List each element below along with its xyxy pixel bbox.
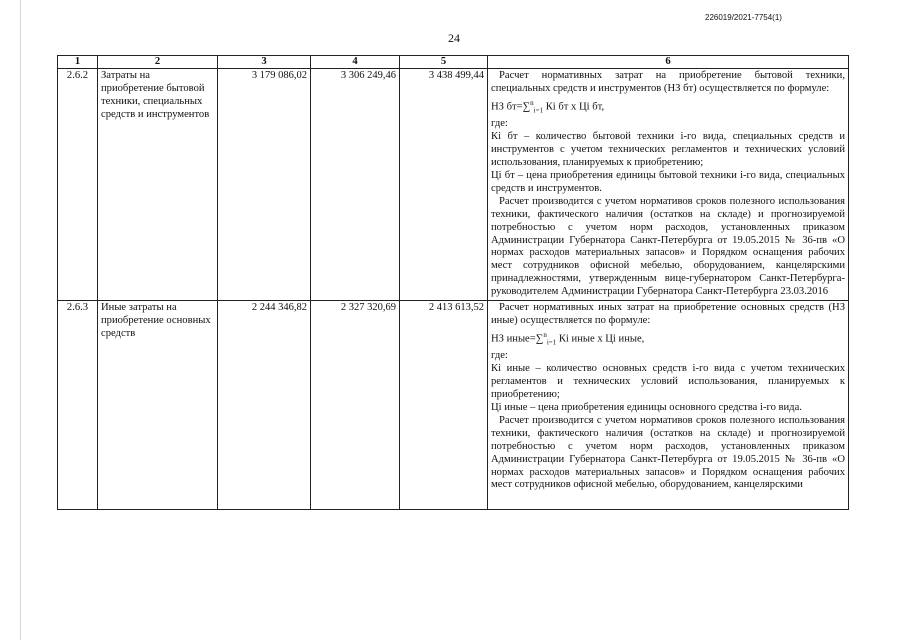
cost-table — [57, 55, 849, 510]
sum-upper: n — [530, 98, 534, 107]
header-cell: 2 — [98, 56, 218, 69]
header-cell: 3 — [218, 56, 311, 69]
formula-right: Кi бт х Цi бт, — [543, 101, 605, 113]
header-cell: 4 — [311, 56, 400, 69]
desc-where: где: — [491, 350, 508, 362]
desc-definition-k: Кi бт – количество бытовой техники i-го вида, специальных средств и инструментов с учетом технических регламентов и технических условий использования, планируемых к приобретению; — [491, 131, 845, 169]
row-code: 2.6.2 — [58, 69, 98, 301]
table-row — [58, 69, 849, 301]
desc-definition-k: Кi иные – количество основных средств i-го вида с учетом технических регламентов и технических условий использования, планируемых к приобретению; — [491, 363, 845, 401]
sum-lower: i=1 — [533, 106, 544, 115]
page-number: 24 — [448, 31, 460, 45]
row-name: Затраты на приобретение бытовой техники, специальных средств и инструментов — [98, 69, 218, 301]
formula-right: Кi иные х Цi иные, — [556, 333, 645, 345]
row-value-3: 3 438 499,44 — [400, 69, 488, 301]
desc-where: где: — [491, 118, 508, 130]
formula-left: НЗ бт= — [491, 101, 523, 113]
desc-definition-c: Цi иные – цена приобретения единицы основного средства i-го вида. — [491, 402, 802, 414]
header-cell: 6 — [488, 56, 849, 69]
sum-symbol: ∑ — [535, 333, 544, 345]
desc-intro: Расчет нормативных затрат на приобретение бытовой техники, специальных средств и инструментов (НЗ бт) осуществляется по формуле: — [491, 70, 845, 94]
header-cell: 5 — [400, 56, 488, 69]
row-value-3: 2 413 613,52 — [400, 301, 488, 510]
row-value-1: 2 244 346,82 — [218, 301, 311, 510]
sum-upper: n — [543, 330, 547, 339]
header-cell: 1 — [58, 56, 98, 69]
page-edge-line — [20, 0, 21, 640]
row-value-2: 3 306 249,46 — [311, 69, 400, 301]
desc-definition-c: Цi бт – цена приобретения единицы бытовой техники i-го вида, специальных средств и инструментов. — [491, 169, 845, 194]
row-value-2: 2 327 320,69 — [311, 301, 400, 510]
formula — [491, 329, 845, 350]
sum-symbol: ∑ — [522, 101, 531, 113]
document-id: 226019/2021-7754(1) — [705, 13, 782, 22]
row-description — [488, 69, 849, 301]
row-value-1: 3 179 086,02 — [218, 69, 311, 301]
desc-intro: Расчет нормативных иных затрат на приобретение основных средств (НЗ иные) осуществляется по формуле: — [491, 302, 845, 326]
row-code: 2.6.3 — [58, 301, 98, 510]
desc-calculation-basis: Расчет производится с учетом нормативов сроков полезного использования техники, фактического наличия (остатков на складе) и прогнозируемой потребностью с учетом норм расходов, установленных приказом Администрации Губернатора Санкт-Петербурга от 19.05.2015 № 36-пв «О нормах расходов материальных запасов» и Порядком оснащения рабочих мест сотрудников офисной мебелью, оборудованием, канцелярскими — [491, 414, 845, 491]
row-description — [488, 301, 849, 510]
table-header-row — [58, 56, 849, 69]
sum-lower: i=1 — [546, 338, 557, 347]
formula-left: НЗ иные= — [491, 333, 536, 345]
formula — [491, 97, 845, 118]
desc-calculation-basis: Расчет производится с учетом нормативов сроков полезного использования техники, фактического наличия (остатков на складе) и прогнозируемой потребностью с учетом норм расходов, установленных приказом Администрации Губернатора Санкт-Петербурга от 19.05.2015 № 36-пв «О нормах расходов материальных запасов» и Порядком оснащения рабочих мест сотрудников офисной мебелью, оборудованием, канцелярскими принадлежностями, утвержденным вице-губернатором Санкт-Петербурга-руководителем Администрации Губернатора Санкт-Петербурга 23.03.2016 — [491, 195, 845, 298]
table-row — [58, 301, 849, 510]
row-name: Иные затраты на приобретение основных средств — [98, 301, 218, 510]
